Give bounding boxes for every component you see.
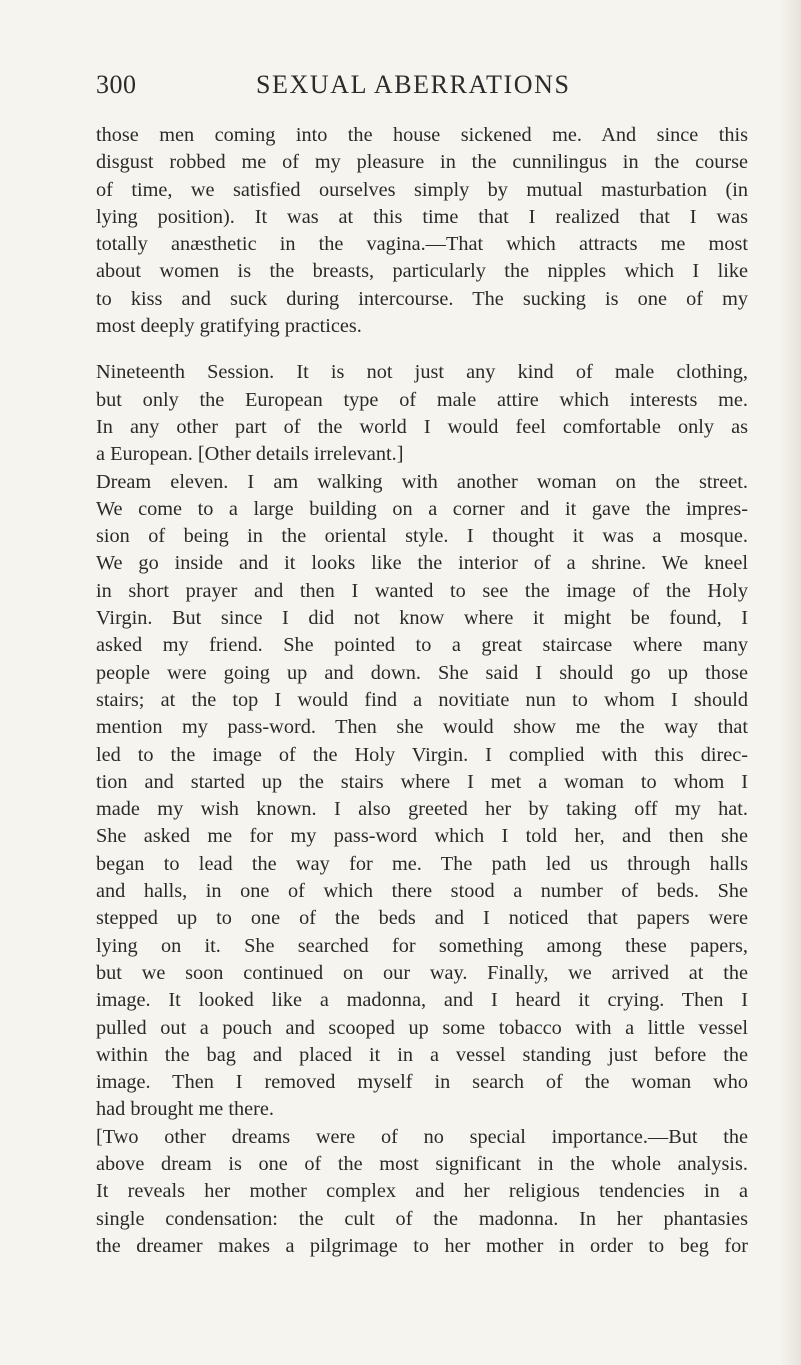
page-number: 300 [96,70,137,99]
text-line: single condensation: the cult of the madonna. In her phantasies [96,1207,748,1230]
text-line: lying on it. She searched for something among these papers, [96,934,748,957]
text-line: pulled out a pouch and scooped up some tobacco with a little vessel [96,1016,748,1039]
text-line: She asked me for my pass-word which I told her, and then she [96,825,748,848]
text-line: In any other part of the world I would feel comfortable only as [96,415,748,438]
text-line: of time, we satisfied ourselves simply by mutual masturbation (in [96,178,748,201]
text-line: stairs; at the top I would find a novitiate nun to whom I should [96,688,748,711]
text-line: led to the image of the Holy Virgin. I complied with this direc- [96,743,748,766]
text-line: lying position). It was at this time that I realized that I was [96,205,748,228]
text-line: and halls, in one of which there stood a number of beds. She [96,880,748,903]
text-line: sion of being in the oriental style. I thought it was a mosque. [96,525,748,548]
text-line: stepped up to one of the beds and I noticed that papers were [96,907,748,930]
text-line: mention my pass-word. Then she would show me the way that [96,716,748,739]
text-line: disgust robbed me of my pleasure in the cunnilingus in the course [96,151,748,174]
text-line: within the bag and placed it in a vessel standing just before the [96,1043,748,1066]
text-line: a European. [Other details irrelevant.] [96,443,404,466]
paragraph [96,359,748,468]
text-line: in short prayer and then I wanted to see the image of the Holy [96,579,748,602]
text-line: [Two other dreams were of no special importance.—But the [96,1125,748,1148]
text-line: had brought me there. [96,1098,274,1121]
running-head [96,70,746,110]
text-line: made my wish known. I also greeted her by taking off my hat. [96,798,748,821]
text-line: image. Then I removed myself in search of the woman who [96,1071,748,1094]
text-line: We come to a large building on a corner and it gave the impres- [96,497,748,520]
text-line: totally anæsthetic in the vagina.—That which attracts me most [96,233,748,256]
text-line: people were going up and down. She said I should go up those [96,661,748,684]
text-line: asked my friend. She pointed to a great staircase where many [96,634,748,657]
text-line: those men coming into the house sickened me. And since this [96,124,748,146]
text-line: Nineteenth Session. It is not just any kind of male clothing, [96,361,748,384]
text-line: the dreamer makes a pilgrimage to her mother in order to beg for [96,1234,748,1257]
paragraph [96,469,748,1124]
paragraph [96,1124,748,1260]
running-title: SEXUAL ABERRATIONS [256,70,571,99]
text-line: We go inside and it looks like the interior of a shrine. We kneel [96,552,748,575]
paragraph [96,122,748,340]
paragraph-gap [96,340,748,359]
text-line: Virgin. But since I did not know where it might be found, I [96,607,748,630]
text-line: but we soon continued on our way. Finally, we arrived at the [96,961,748,984]
text-line: Dream eleven. I am walking with another woman on the street. [96,470,748,493]
text-line: most deeply gratifying practices. [96,315,362,338]
text-line: image. It looked like a madonna, and I heard it crying. Then I [96,989,748,1012]
body-text [96,122,748,1260]
page-edge-shadow [779,0,801,1365]
text-line: to kiss and suck during intercourse. The sucking is one of my [96,287,748,310]
text-line: but only the European type of male attire which interests me. [96,388,748,411]
text-line: about women is the breasts, particularly the nipples which I like [96,260,748,283]
text-line: began to lead the way for me. The path led us through halls [96,852,748,875]
text-line: It reveals her mother complex and her religious tendencies in a [96,1180,748,1203]
text-line: tion and started up the stairs where I met a woman to whom I [96,770,748,793]
text-line: above dream is one of the most significant in the whole analysis. [96,1152,748,1175]
